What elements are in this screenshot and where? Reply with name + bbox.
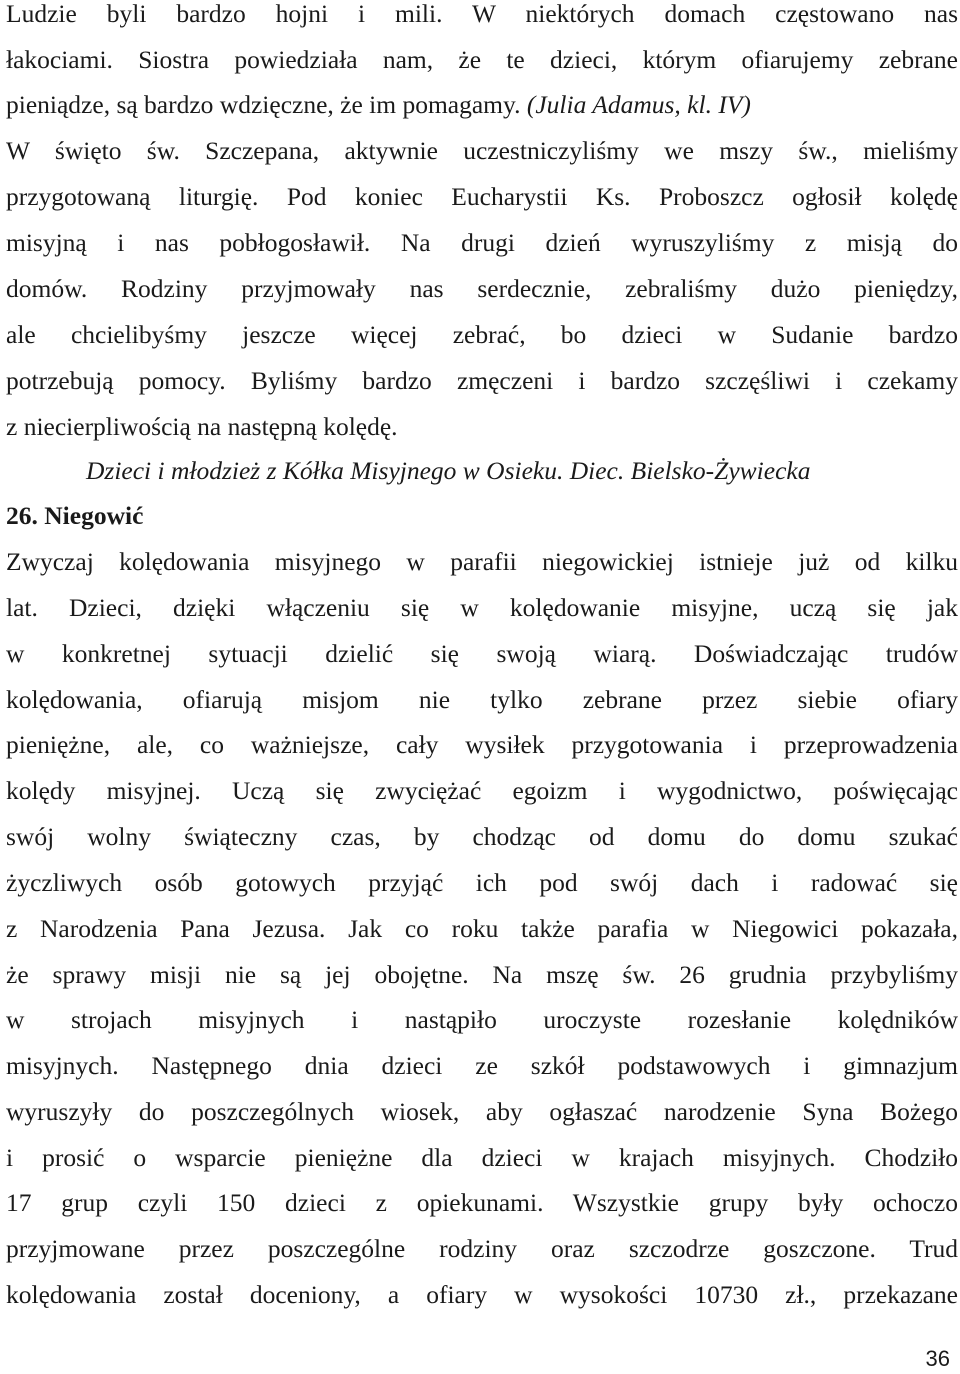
- paragraph-line: 17 grup czyli 150 dzieci z opiekunami. Wszystkie grupy były ochoczo: [6, 1188, 958, 1217]
- paragraph-line: Ludzie byli bardzo hojni i mili. W niektórych domach częstowano nas: [6, 0, 958, 28]
- paragraph-line: lat. Dzieci, dzięki włączeniu się w kolędowanie misyjne, uczą się jak: [6, 593, 958, 622]
- paragraph-line: misyjnych. Następnego dnia dzieci ze szkół podstawowych i gimnazjum: [6, 1051, 958, 1080]
- paragraph-line: ale chcielibyśmy jeszcze więcej zebrać, bo dzieci w Sudanie bardzo: [6, 320, 958, 349]
- paragraph-line: kolędy misyjnej. Uczą się zwyciężać egoizm i wygodnictwo, poświęcając: [6, 776, 958, 805]
- paragraph-line: wyruszyły do poszczególnych wiosek, aby ogłaszać narodzenie Syna Bożego: [6, 1097, 958, 1126]
- paragraph-line: misyjną i nas pobłogosławił. Na drugi dzień wyruszyliśmy z misją do: [6, 228, 958, 257]
- paragraph-line: pieniężne, ale, co ważniejsze, cały wysiłek przygotowania i przeprowadzenia: [6, 730, 958, 759]
- paragraph-line: życzliwych osób gotowych przyjąć ich pod swój dach i radować się: [6, 868, 958, 897]
- paragraph-line: z Narodzenia Pana Jezusa. Jak co roku także parafia w Niegowici pokazała,: [6, 914, 958, 943]
- paragraph-line: łakociami. Siostra powiedziała nam, że te dzieci, którym ofiarujemy zebrane: [6, 45, 958, 74]
- paragraph-line: przyjmowane przez poszczególne rodziny oraz szczodrze goszczone. Trud: [6, 1234, 958, 1263]
- page-number: 36: [925, 1346, 950, 1371]
- paragraph-line: kolędowania, ofiarują misjom nie tylko zebrane przez siebie ofiary: [6, 685, 958, 714]
- paragraph-line: Zwyczaj kolędowania misyjnego w parafii niegowickiej istnieje już od kilku: [6, 547, 958, 576]
- paragraph-line: domów. Rodziny przyjmowały nas serdecznie, zebraliśmy dużo pieniędzy,: [6, 274, 958, 303]
- paragraph-line: w konkretnej sytuacji dzielić się swoją wiarą. Doświadczając trudów: [6, 639, 958, 668]
- paragraph-line: z niecierpliwością na następną kolędę.: [6, 412, 398, 441]
- paragraph-line: kolędowania został doceniony, a ofiary w wysokości 10730 zł., przekazane: [6, 1280, 958, 1309]
- section-heading: 26. Niegowić: [6, 501, 144, 530]
- paragraph-line: [6, 82, 958, 128]
- paragraph-line: swój wolny świąteczny czas, by chodząc od domu do domu szukać: [6, 822, 958, 851]
- paragraph-line: przygotowaną liturgię. Pod koniec Eucharystii Ks. Proboszcz ogłosił kolędę: [6, 182, 958, 211]
- paragraph-line: i prosić o wsparcie pieniężne dla dzieci w krajach misyjnych. Chodziło: [6, 1143, 958, 1172]
- paragraph-line: potrzebują pomocy. Byliśmy bardzo zmęczeni i bardzo szczęśliwi i czekamy: [6, 366, 958, 395]
- paragraph-text: pieniądze, są bardzo wdzięczne, że im pomagamy.: [6, 90, 527, 119]
- author-credit: (Julia Adamus, kl. IV): [526, 90, 751, 119]
- paragraph-line: że sprawy misji nie są jej obojętne. Na mszę św. 26 grudnia przybyliśmy: [6, 960, 958, 989]
- signature: Dzieci i młodzież z Kółka Misyjnego w Osieku. Diec. Bielsko-Żywiecka: [86, 456, 811, 485]
- paragraph-line: W święto św. Szczepana, aktywnie uczestniczyliśmy we mszy św., mieliśmy: [6, 136, 958, 165]
- paragraph-line: w strojach misyjnych i nastąpiło uroczyste rozesłanie kolędników: [6, 1005, 958, 1034]
